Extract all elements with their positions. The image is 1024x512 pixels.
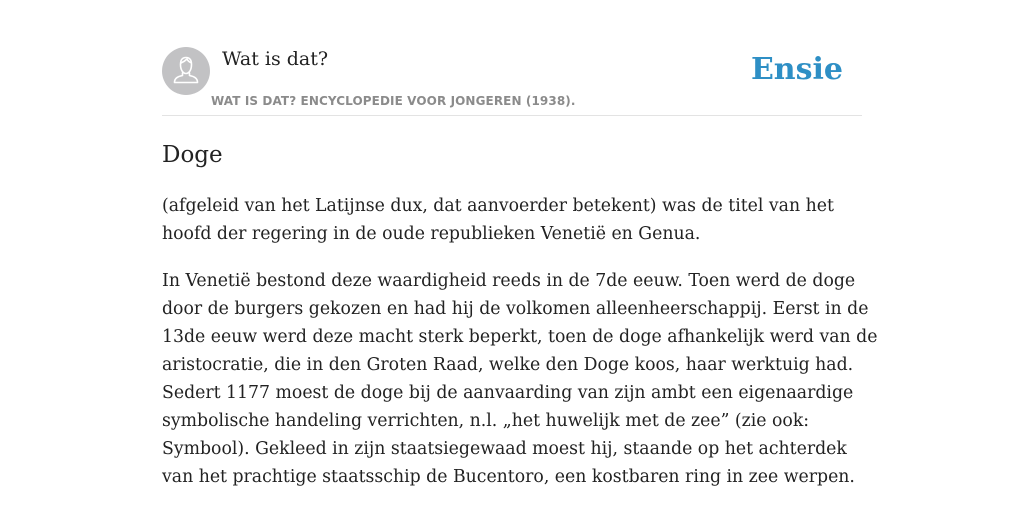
source-avatar[interactable] — [162, 47, 210, 95]
paragraph-line: In Venetië bestond deze waardigheid reeds in de 7de eeuw. Toen werd de doge — [162, 271, 856, 291]
entry-paragraph-1 — [162, 192, 862, 248]
source-title[interactable]: Wat is dat? — [222, 48, 329, 70]
paragraph-line: 13de eeuw werd deze macht sterk beperkt, toen de doge afhankelijk werd van de — [162, 327, 878, 347]
paragraph-line: door de burgers gekozen en had hij de volkomen alleenheerschappij. Eerst in de — [162, 299, 869, 319]
entry-paragraph-2 — [162, 267, 878, 491]
paragraph-line: Sedert 1177 moest de doge bij de aanvaarding van zijn ambt een eigenaardige — [162, 383, 854, 403]
paragraph-line: symbolische handeling verrichten, n.l. „het huwelijk met de zee” (zie ook: — [162, 411, 810, 431]
source-header — [162, 0, 862, 116]
page-container — [162, 0, 878, 487]
paragraph-line: aristocratie, die in den Groten Raad, welke den Doge koos, haar werktuig had. — [162, 355, 854, 375]
paragraph-line: van het prachtige staatsschip de Bucentoro, een kostbaren ring in zee werpen. — [162, 467, 855, 487]
entry-title: Doge — [162, 142, 223, 168]
user-icon — [162, 47, 210, 95]
paragraph-line: hoofd der regering in de oude republieken Venetië en Genua. — [162, 224, 701, 244]
ensie-logo[interactable]: Ensie — [750, 52, 843, 87]
source-subtitle[interactable]: WAT IS DAT? ENCYCLOPEDIE VOOR JONGEREN (1938). — [211, 94, 576, 108]
paragraph-line: Symbool). Gekleed in zijn staatsiegewaad moest hij, staande op het achterdek — [162, 439, 847, 459]
paragraph-line: (afgeleid van het Latijnse dux, dat aanvoerder betekent) was de titel van het — [162, 196, 834, 216]
